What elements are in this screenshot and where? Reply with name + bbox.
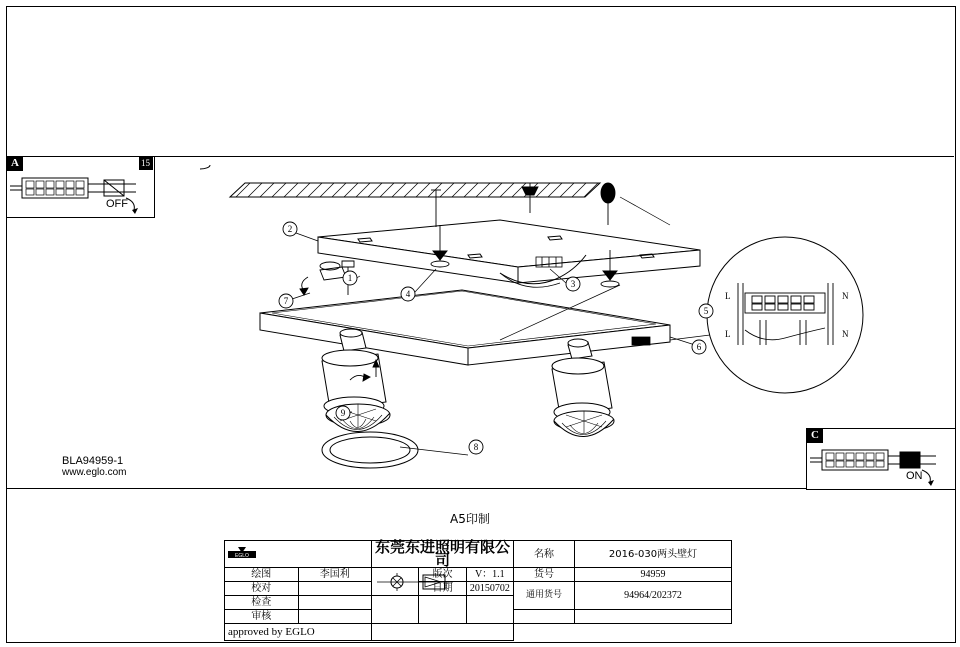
svg-text:7: 7 xyxy=(283,296,289,306)
terminal-label-L2: L xyxy=(725,329,731,339)
panel-off-graphic xyxy=(8,170,153,215)
value-date: 20150702 xyxy=(466,582,513,596)
eglo-logo-icon xyxy=(228,545,256,563)
company-name: 东莞东进照明有限公司 xyxy=(372,541,514,568)
terminal-label-L1: L xyxy=(725,291,731,301)
svg-text:2: 2 xyxy=(287,224,293,234)
panel-off-letter: A xyxy=(11,157,19,169)
main-assembly-drawing xyxy=(200,165,960,485)
label-inspect: 检查 xyxy=(225,596,299,610)
svg-text:4: 4 xyxy=(405,289,411,299)
svg-text:3: 3 xyxy=(570,279,576,289)
blank-cell-6 xyxy=(372,624,514,641)
drawing-code: BLA94959-1 xyxy=(62,455,124,467)
panel-off-badge: 15 xyxy=(141,158,150,168)
label-article: 货号 xyxy=(514,568,575,582)
approved-by: approved by EGLO xyxy=(225,624,372,641)
value-name: 2016-030两头壁灯 xyxy=(575,541,732,568)
terminal-label-N1: N xyxy=(842,291,849,301)
blank-cell-4 xyxy=(514,610,575,624)
value-inspect xyxy=(298,596,372,610)
svg-text:9: 9 xyxy=(340,408,346,418)
svg-text:1: 1 xyxy=(347,273,353,283)
value-universal: 94964/202372 xyxy=(575,582,732,610)
label-date: 日期 xyxy=(419,582,466,596)
blank-cell-7 xyxy=(514,624,732,641)
svg-text:EGLO: EGLO xyxy=(235,553,249,559)
value-check xyxy=(298,582,372,596)
panel-on-label: ON xyxy=(906,470,923,482)
terminal-label-N2: N xyxy=(842,329,849,339)
blank-cell-3 xyxy=(466,596,513,624)
label-approve: 审核 xyxy=(225,610,299,624)
svg-text:6: 6 xyxy=(696,342,702,352)
label-draw: 绘图 xyxy=(225,568,299,582)
label-name: 名称 xyxy=(514,541,575,568)
blank-cell-2 xyxy=(419,596,466,624)
label-version: 版次 xyxy=(419,568,466,582)
company-cell xyxy=(225,541,372,568)
print-note: A5印制 xyxy=(450,512,490,526)
value-article: 94959 xyxy=(575,568,732,582)
label-universal: 通用货号 xyxy=(514,582,575,610)
blank-cell-1 xyxy=(372,596,419,624)
svg-text:8: 8 xyxy=(473,442,479,452)
label-check: 校对 xyxy=(225,582,299,596)
svg-text:5: 5 xyxy=(703,306,709,316)
value-draw: 李国利 xyxy=(298,568,372,582)
symbol-cell xyxy=(372,568,419,596)
title-block xyxy=(224,538,732,638)
value-approve xyxy=(298,610,372,624)
panel-off-label: OFF xyxy=(106,198,128,210)
blank-cell-5 xyxy=(575,610,732,624)
panel-on-letter: C xyxy=(811,429,819,441)
drawing-website: www.eglo.com xyxy=(62,467,127,478)
value-version: V：1.1 xyxy=(466,568,513,582)
